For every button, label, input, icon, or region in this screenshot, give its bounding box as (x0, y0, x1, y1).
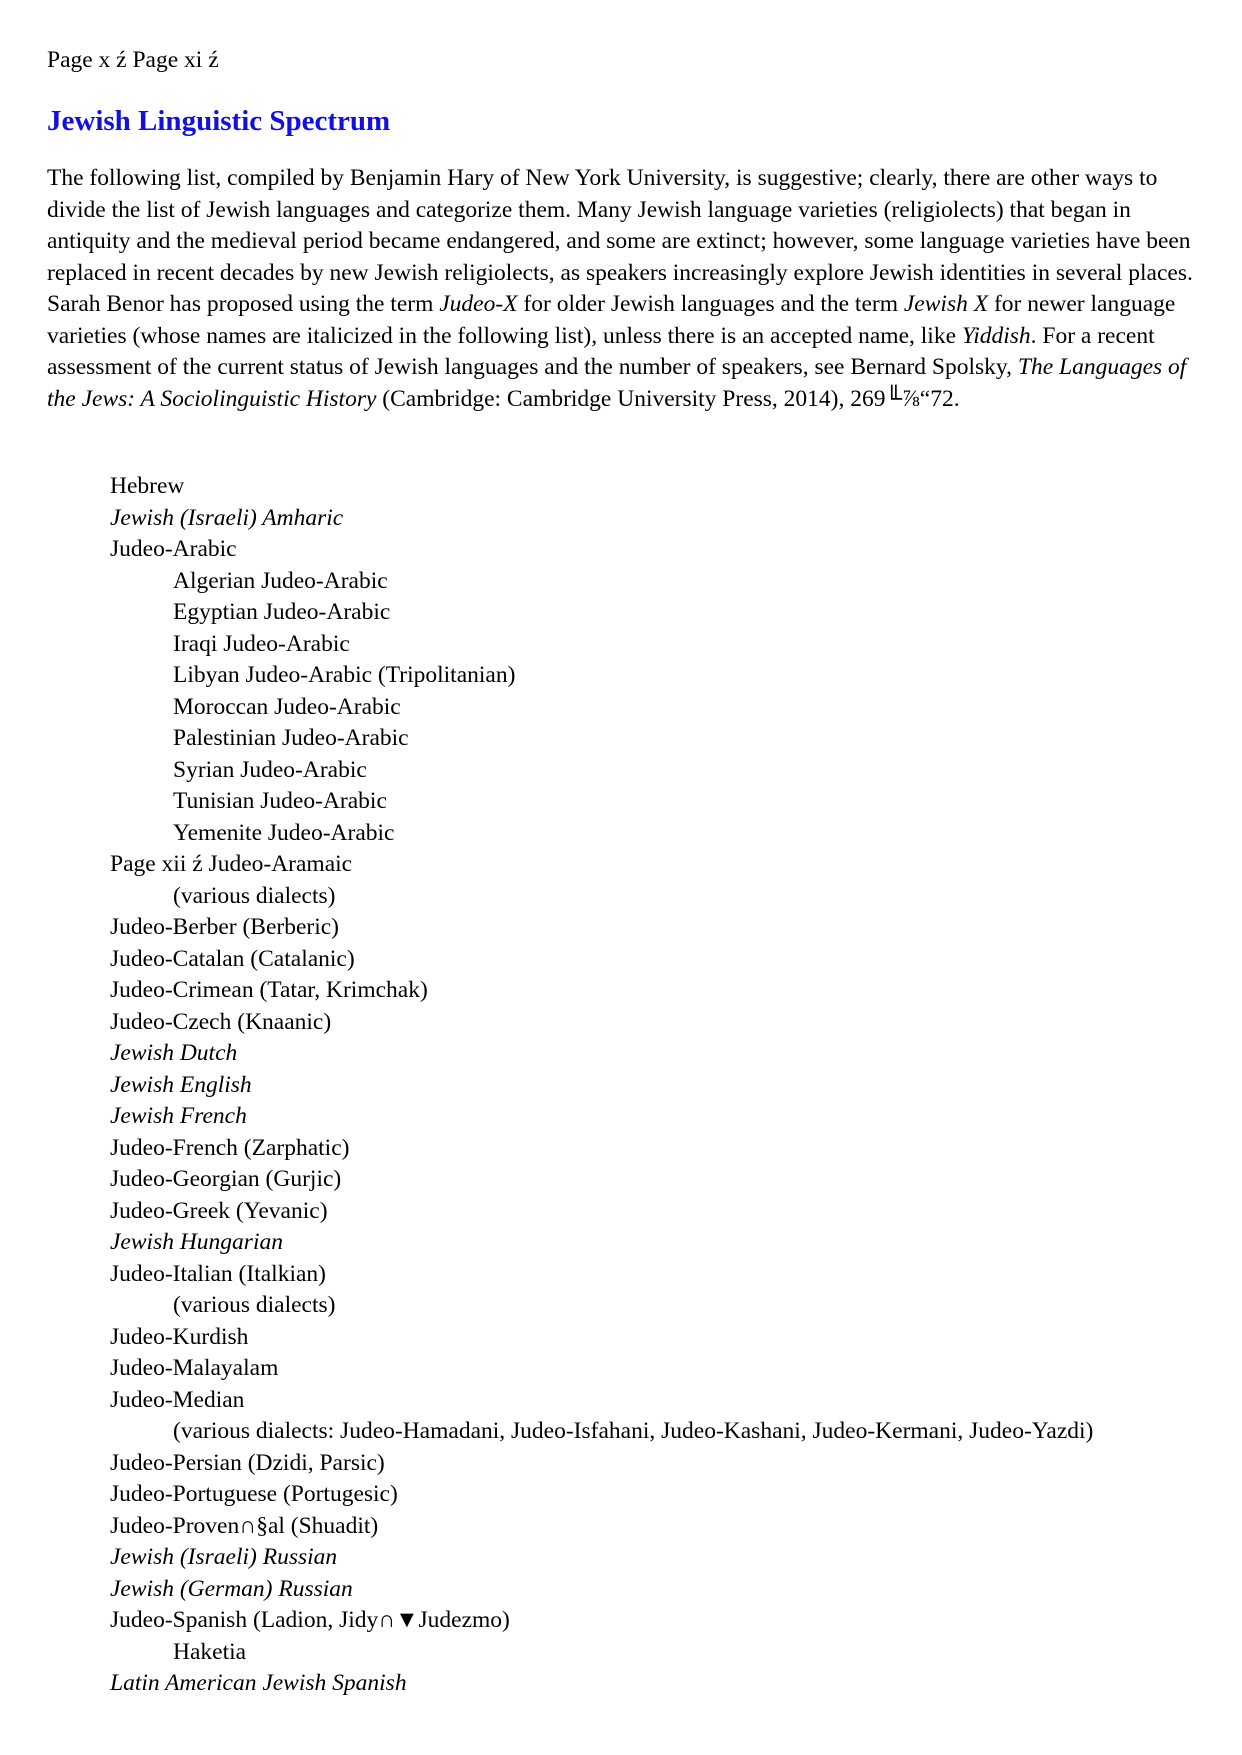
language-item: Judeo-Arabic (110, 536, 237, 562)
language-sub-item: Tunisian Judeo-Arabic (173, 788, 387, 814)
language-item: Judeo-Georgian (Gurjic) (110, 1166, 342, 1192)
language-item: Jewish (Israeli) Russian (110, 1544, 338, 1570)
section-title: Jewish Linguistic Spectrum (47, 105, 391, 137)
language-list (110, 471, 1093, 1700)
language-item: Jewish (German) Russian (110, 1575, 353, 1602)
language-sub-item: Syrian Judeo-Arabic (173, 756, 367, 783)
language-sub-item: Iraqi Judeo-Arabic (173, 630, 350, 657)
italic-term: Yiddish (961, 322, 1031, 349)
language-item: Judeo-Czech (Knaanic) (110, 1008, 332, 1035)
language-sub-item: Libyan Judeo-Arabic (Tripolitanian) (173, 662, 516, 688)
language-item: Jewish Dutch (110, 1040, 238, 1066)
language-item: Judeo-Berber (Berberic) (110, 914, 340, 940)
paragraph-text: (Cambridge: Cambridge University Press, 2014), 269╙⅞“72. (376, 385, 960, 412)
language-item: Judeo-French (Zarphatic) (110, 1134, 350, 1161)
italic-term: Judeo-X (439, 291, 518, 317)
language-sub-item: Algerian Judeo-Arabic (173, 567, 388, 594)
italic-term: The Languages of the Jews: A Sociolinguistic History (47, 354, 1187, 412)
page-reference-header: Page x ź Page xi ź (47, 47, 219, 73)
language-item: Latin American Jewish Spanish (110, 1670, 407, 1696)
language-item: Jewish (Israeli) Amharic (110, 504, 344, 531)
language-item: Jewish English (110, 1071, 252, 1098)
language-sub-item: Yemenite Judeo-Arabic (173, 819, 395, 846)
intro-paragraph (47, 163, 1212, 415)
language-item: Judeo-Median (110, 1386, 245, 1413)
language-item: Jewish Hungarian (110, 1229, 283, 1255)
language-sub-item: Moroccan Judeo-Arabic (173, 693, 401, 720)
language-item: Judeo-Portuguese (Portugesic) (110, 1481, 398, 1507)
language-sub-item: Egyptian Judeo-Arabic (173, 599, 391, 625)
language-sub-item: (various dialects) (173, 1292, 336, 1318)
language-item: Hebrew (110, 473, 185, 499)
language-item: Judeo-Proven∩§al (Shuadit) (110, 1512, 379, 1539)
language-sub-item: (various dialects) (173, 882, 336, 909)
language-item: Judeo-Italian (Italkian) (110, 1260, 326, 1287)
paragraph-text: for older Jewish languages and the term (517, 291, 904, 317)
language-item: Jewish French (110, 1103, 247, 1129)
paragraph-text: The following list, compiled by Benjamin Hary of New York University, is suggestive; clearly, there are other ways to divide the list of Jewish languages and categorize them. Many Jewish language varieties (religiolects) that began in antiquity and the medieval period became endangered, and some are extinct; however, some language varieties have been replaced in recent decades by new Jewish religiolects, as speakers increasingly explore Jewish identities in several places. Sarah Benor has proposed using the term (47, 165, 1193, 317)
language-item: Judeo-Greek (Yevanic) (110, 1197, 328, 1224)
language-item: Judeo-Spanish (Ladion, Jidy∩▼Judezmo) (110, 1607, 510, 1633)
paragraph-text: for newer language varieties (whose names are italicized in the following list), unless there is an accepted name, like (47, 291, 1176, 349)
language-sub-item: (various dialects: Judeo-Hamadani, Judeo-Isfahani, Judeo-Kashani, Judeo-Kermani, Judeo-Yazdi) (173, 1418, 1094, 1444)
language-sub-item: Haketia (173, 1638, 247, 1665)
language-item: Judeo-Persian (Dzidi, Parsic) (110, 1449, 385, 1476)
language-item: Judeo-Malayalam (110, 1355, 279, 1381)
italic-term: Jewish X (903, 291, 989, 317)
language-item: Page xii ź Judeo-Aramaic (110, 851, 353, 877)
language-item: Judeo-Crimean (Tatar, Krimchak) (110, 977, 428, 1003)
language-item: Judeo-Catalan (Catalanic) (110, 945, 355, 972)
language-item: Judeo-Kurdish (110, 1323, 249, 1350)
language-sub-item: Palestinian Judeo-Arabic (173, 725, 409, 751)
paragraph-text: . For a recent assessment of the current status of Jewish languages and the number of speakers, see Bernard Spolsky, (47, 322, 1155, 380)
